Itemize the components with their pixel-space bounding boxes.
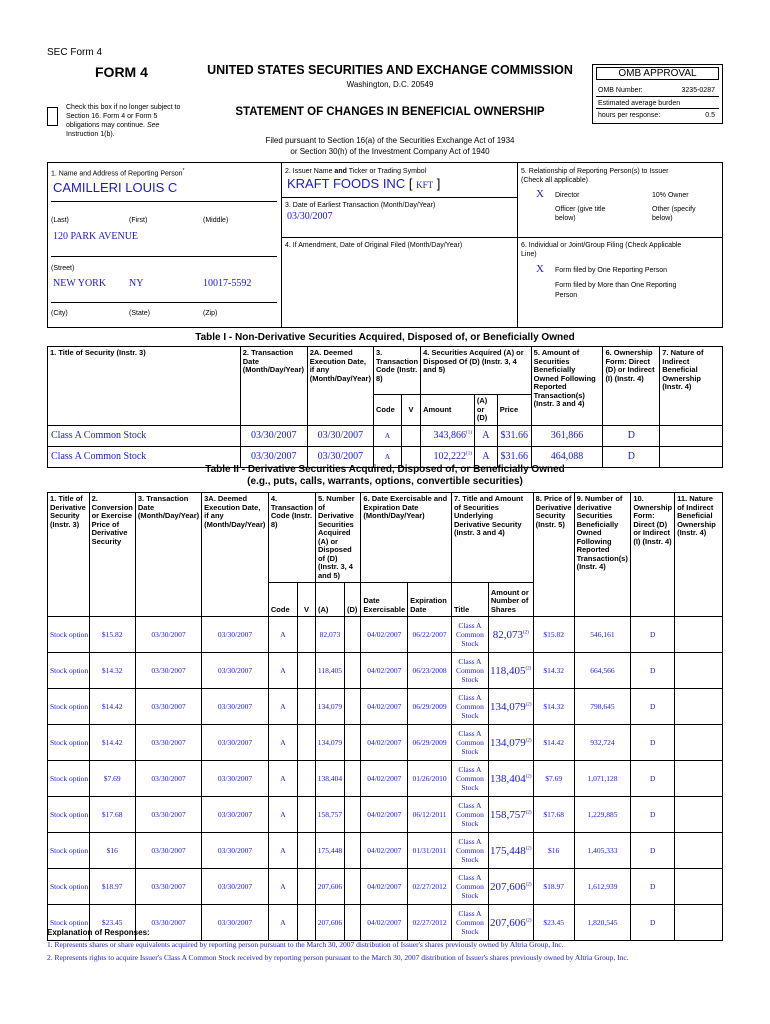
one-person-check[interactable]: X	[536, 263, 544, 275]
t2-code-val: A	[268, 761, 297, 797]
state-value: NY	[129, 278, 144, 289]
t2-shares: 138,404	[489, 772, 526, 785]
street-label: (Street)	[51, 265, 75, 272]
t1-deemed: 03/30/2007	[307, 425, 373, 446]
t1-code-val: A	[373, 446, 401, 467]
t2-security-title: Stock option	[48, 761, 90, 797]
t2-date-ex: Date Exercisable	[361, 583, 408, 617]
t2-owned: 1,612,939	[574, 869, 631, 905]
filed-pursuant-1: Filed pursuant to Section 16(a) of the Securities Exchange Act of 1934	[265, 136, 515, 145]
t2-form: D	[631, 725, 675, 761]
t2-footnote: (2)	[522, 629, 529, 635]
t2-footnote: (2)	[525, 809, 532, 815]
t2-owned: 1,071,128	[574, 761, 631, 797]
t2-h2: 2. Conversion or Exercise Price of Derivative Security	[89, 493, 135, 617]
t2-h11: 11. Nature of Indirect Beneficial Ownership (Instr. 4)	[675, 493, 723, 617]
t2-deemed: 03/30/2007	[202, 761, 269, 797]
t2-security-title: Stock option	[48, 905, 90, 941]
t1-footnote: (1)	[466, 430, 472, 436]
t2-deemed: 03/30/2007	[202, 833, 269, 869]
t1-owned: 361,866	[531, 425, 603, 446]
t2-a-val: 134,079	[315, 725, 344, 761]
t2-ut: Class A Common Stock	[451, 833, 488, 869]
table2	[47, 492, 723, 941]
ticker-open: [	[408, 176, 413, 191]
t2-date: 03/30/2007	[135, 905, 201, 941]
t2-a-val: 138,404	[315, 761, 344, 797]
t1-form: D	[603, 425, 660, 446]
t2-shares-cell	[488, 797, 533, 833]
t1-code-val: A	[373, 425, 401, 446]
t2-shares-cell	[488, 905, 533, 941]
sec-form-label: SEC Form 4	[47, 47, 103, 58]
t2-h3: 3. Transaction Date (Month/Day/Year)	[135, 493, 201, 617]
t2-date: 03/30/2007	[135, 761, 201, 797]
t2-d-val	[344, 689, 360, 725]
t2-owned: 1,405,333	[574, 833, 631, 869]
t2-footnote: (2)	[525, 845, 532, 851]
t2-v-val	[298, 761, 316, 797]
table2-row	[48, 689, 723, 725]
t2-price: $16	[533, 833, 574, 869]
explanation-title: Explanation of Responses:	[47, 928, 150, 937]
t2-amt-shares: Amount or Number of Shares	[488, 583, 533, 617]
t2-price: $15.82	[533, 617, 574, 653]
footnote-2: 2. Represents rights to acquire Issuer's Class A Common Stock received by reporting person pursuant to the March 30, 2007 distribution of Issuer's shares previously owned by Altria Group, Inc.	[47, 953, 629, 962]
t2-title: Title	[451, 583, 488, 617]
t1-h1: 1. Title of Security (Instr. 3)	[48, 347, 241, 426]
t2-security-title: Stock option	[48, 653, 90, 689]
t2-exp-val: 06/29/2009	[408, 689, 452, 725]
t1-aord: (A) or (D)	[474, 395, 497, 426]
t2-code-val: A	[268, 869, 297, 905]
checkbox-text-2: Section 16. Form 4 or Form 5	[66, 113, 158, 120]
t1-security-title: Class A Common Stock	[48, 425, 241, 446]
t1-amount-val: 102,222	[433, 451, 467, 462]
reporter-name: CAMILLERI LOUIS C	[53, 180, 178, 195]
agency-city: Washington, D.C. 20549	[346, 80, 434, 89]
t2-v-val	[298, 833, 316, 869]
t2-d-val	[344, 869, 360, 905]
agency-title: UNITED STATES SECURITIES AND EXCHANGE COMMISSION	[207, 63, 573, 77]
t2-exp-val: 02/27/2012	[408, 869, 452, 905]
t2-footnote: (2)	[525, 701, 532, 707]
t2-form: D	[631, 653, 675, 689]
t2-v-val	[298, 905, 316, 941]
t1-h2: 2. Transaction Date (Month/Day/Year)	[240, 347, 307, 426]
t2-deemed: 03/30/2007	[202, 797, 269, 833]
t2-shares: 134,079	[489, 700, 526, 713]
t2-code-val: A	[268, 725, 297, 761]
t2-deemed: 03/30/2007	[202, 653, 269, 689]
t2-exp-val: 06/23/2008	[408, 653, 452, 689]
t1-amount-val: 343,866	[433, 430, 467, 441]
filing-label-2: Line)	[521, 251, 537, 258]
t2-d: (D)	[344, 583, 360, 617]
t2-security-title: Stock option	[48, 797, 90, 833]
table1	[47, 346, 723, 468]
one-person-label: Form filed by One Reporting Person	[555, 267, 668, 274]
first-label: (First)	[129, 217, 148, 224]
t2-date: 03/30/2007	[135, 797, 201, 833]
t2-price: $17.68	[533, 797, 574, 833]
t1-h5: 5. Amount of Securities Beneficially Owned Following Reported Transaction(s) (Instr. 3 and 4)	[531, 347, 603, 426]
t1-deemed: 03/30/2007	[307, 446, 373, 467]
t2-deemed: 03/30/2007	[202, 689, 269, 725]
table2-title-1: Table II - Derivative Securities Acquired, Disposed of, or Beneficially Owned	[205, 464, 565, 475]
city-value: NEW YORK	[53, 278, 107, 289]
t2-exer: 04/02/2007	[361, 833, 408, 869]
t2-shares-cell	[488, 761, 533, 797]
t2-nature	[675, 689, 723, 725]
t1-price-val: $31.66	[497, 425, 531, 446]
issuer-label-a: 2. Issuer Name	[285, 168, 333, 175]
director-label: Director	[555, 192, 580, 199]
t2-exp-val: 01/31/2011	[408, 833, 452, 869]
t2-a-val: 118,405	[315, 653, 344, 689]
reporter-star: *	[182, 168, 185, 174]
street-value: 120 PARK AVENUE	[53, 231, 139, 242]
t2-ut: Class A Common Stock	[451, 869, 488, 905]
omb-number-label: OMB Number:	[598, 87, 643, 94]
t2-v-val	[298, 725, 316, 761]
t2-a-val: 207,606	[315, 905, 344, 941]
more-person-label-1: Form filed by More than One Reporting	[555, 282, 677, 289]
table2-row	[48, 833, 723, 869]
t1-h4: 4. Securities Acquired (A) or Disposed Of (D) (Instr. 3, 4 and 5)	[421, 347, 532, 395]
t2-ut: Class A Common Stock	[451, 725, 488, 761]
t1-code: Code	[373, 395, 401, 426]
t2-shares: 158,757	[489, 808, 526, 821]
t2-h6: 6. Date Exercisable and Expiration Date (Month/Day/Year)	[361, 493, 452, 583]
t2-code-val: A	[268, 797, 297, 833]
t2-form: D	[631, 869, 675, 905]
t2-nature	[675, 797, 723, 833]
t2-d-val	[344, 653, 360, 689]
reporter-label: 1. Name and Address of Reporting Person	[51, 170, 183, 178]
t2-a-val: 158,757	[315, 797, 344, 833]
t1-price: Price	[497, 395, 531, 426]
t2-ut: Class A Common Stock	[451, 905, 488, 941]
t2-deemed: 03/30/2007	[202, 725, 269, 761]
t2-security-title: Stock option	[48, 689, 90, 725]
t2-shares: 207,606	[489, 916, 526, 929]
t2-ut: Class A Common Stock	[451, 653, 488, 689]
t2-v-val	[298, 653, 316, 689]
t2-shares-cell	[488, 617, 533, 653]
t2-exer: 04/02/2007	[361, 689, 408, 725]
t2-form: D	[631, 833, 675, 869]
t2-deemed: 03/30/2007	[202, 617, 269, 653]
t2-nature	[675, 833, 723, 869]
city-label: (City)	[51, 310, 68, 317]
t2-code-val: A	[268, 689, 297, 725]
t2-price: $18.97	[533, 869, 574, 905]
omb-number: 3235-0287	[681, 87, 715, 94]
t2-form: D	[631, 617, 675, 653]
omb-title: OMB APPROVAL	[596, 67, 719, 80]
omb-burden-label: Estimated average burden	[598, 100, 681, 107]
omb-hours-label: hours per response:	[598, 112, 661, 119]
t2-nature	[675, 761, 723, 797]
t2-footnote: (2)	[525, 881, 532, 887]
footnote-1: 1. Represents shares or share equivalents acquired by reporting person pursuant to the March 30, 2007 distribution of Issuer's shares previously owned by Altria Group, Inc.	[47, 940, 564, 949]
t2-owned: 1,820,545	[574, 905, 631, 941]
t2-owned: 1,229,885	[574, 797, 631, 833]
checkbox-see: See	[146, 122, 160, 129]
t2-conv: $7.69	[89, 761, 135, 797]
t2-exer: 04/02/2007	[361, 617, 408, 653]
t2-exp-val: 06/12/2011	[408, 797, 452, 833]
t1-ad: A	[474, 425, 497, 446]
table2-row	[48, 617, 723, 653]
t2-price: $23.45	[533, 905, 574, 941]
t2-h1: 1. Title of Derivative Security (Instr. 3)	[48, 493, 90, 617]
t2-footnote: (2)	[525, 737, 532, 743]
t2-d-val	[344, 905, 360, 941]
t2-form: D	[631, 797, 675, 833]
t2-form: D	[631, 761, 675, 797]
relationship-label: 5. Relationship of Reporting Person(s) to Issuer	[521, 168, 669, 175]
t2-date: 03/30/2007	[135, 617, 201, 653]
state-label: (State)	[129, 310, 151, 317]
date-earliest: 03/30/2007	[287, 211, 333, 222]
t2-v: V	[298, 583, 316, 617]
t2-code-val: A	[268, 833, 297, 869]
t2-ut: Class A Common Stock	[451, 761, 488, 797]
t1-date: 03/30/2007	[240, 425, 307, 446]
t2-date: 03/30/2007	[135, 833, 201, 869]
t2-security-title: Stock option	[48, 833, 90, 869]
t2-d-val	[344, 833, 360, 869]
t2-nature	[675, 905, 723, 941]
t2-shares: 207,606	[489, 880, 526, 893]
other-label-2: below)	[652, 215, 673, 222]
t2-nature	[675, 653, 723, 689]
issuer-label-c: Ticker or Trading Symbol	[348, 168, 427, 175]
t2-shares-cell	[488, 653, 533, 689]
table2-row	[48, 725, 723, 761]
t2-date: 03/30/2007	[135, 725, 201, 761]
t1-nature	[660, 425, 723, 446]
amendment-label: 4. If Amendment, Date of Original Filed (Month/Day/Year)	[285, 242, 463, 249]
t2-shares: 175,448	[489, 844, 526, 857]
t2-conv: $18.97	[89, 869, 135, 905]
t2-exp-val: 01/26/2010	[408, 761, 452, 797]
table2-title	[47, 464, 723, 488]
zip-label: (Zip)	[203, 310, 218, 317]
t1-v: V	[402, 395, 421, 426]
t2-form: D	[631, 689, 675, 725]
table2-title-2: (e.g., puts, calls, warrants, options, convertible securities)	[247, 476, 523, 487]
t2-shares-cell	[488, 689, 533, 725]
statement-title: STATEMENT OF CHANGES IN BENEFICIAL OWNERSHIP	[235, 106, 545, 118]
t2-a: (A)	[315, 583, 344, 617]
t2-conv: $14.42	[89, 725, 135, 761]
t2-owned: 546,161	[574, 617, 631, 653]
t1-footnote: (1)	[466, 451, 472, 457]
director-check[interactable]: X	[536, 188, 544, 200]
ten-pct-label: 10% Owner	[652, 192, 689, 199]
t2-exer: 04/02/2007	[361, 797, 408, 833]
t2-shares: 134,079	[489, 736, 526, 749]
t2-price: $14.42	[533, 725, 574, 761]
table2-row	[48, 761, 723, 797]
t2-code: Code	[268, 583, 297, 617]
filed-pursuant-2: or Section 30(h) of the Investment Company Act of 1940	[290, 147, 490, 156]
officer-label-2: below)	[555, 215, 576, 222]
last-label: (Last)	[51, 217, 69, 224]
t2-code-val: A	[268, 653, 297, 689]
t2-code-val: A	[268, 905, 297, 941]
t2-exer: 04/02/2007	[361, 653, 408, 689]
t2-exer: 04/02/2007	[361, 725, 408, 761]
checkbox-text-3: obligations may continue.	[66, 122, 145, 129]
t2-price: $7.69	[533, 761, 574, 797]
t2-shares-cell	[488, 869, 533, 905]
t1-price-val: $31.66	[497, 446, 531, 467]
t2-price: $14.32	[533, 689, 574, 725]
t1-h2a: 2A. Deemed Execution Date, if any (Month/Day/Year)	[307, 347, 373, 426]
t2-nature	[675, 725, 723, 761]
t1-h6: 6. Ownership Form: Direct (D) or Indirect (I) (Instr. 4)	[603, 347, 660, 426]
t2-a-val: 207,606	[315, 869, 344, 905]
t1-amount-cell	[421, 425, 475, 446]
t2-date: 03/30/2007	[135, 869, 201, 905]
t2-footnote: (2)	[525, 917, 532, 923]
other-label-1: Other (specify	[652, 206, 696, 213]
table2-row	[48, 797, 723, 833]
issuer-label-and: and	[334, 168, 347, 175]
t2-ut: Class A Common Stock	[451, 689, 488, 725]
t2-exp-val: 02/27/2012	[408, 905, 452, 941]
table1-row	[48, 425, 723, 446]
t2-v-val	[298, 869, 316, 905]
t2-deemed: 03/30/2007	[202, 905, 269, 941]
date-earliest-label: 3. Date of Earliest Transaction (Month/Day/Year)	[285, 202, 436, 209]
t2-conv: $23.45	[89, 905, 135, 941]
t2-exp-val: 06/22/2007	[408, 617, 452, 653]
t2-exp-val: 06/29/2009	[408, 725, 452, 761]
t2-ut: Class A Common Stock	[451, 617, 488, 653]
t2-d-val	[344, 725, 360, 761]
t2-exp: Expiration Date	[408, 583, 452, 617]
t2-conv: $16	[89, 833, 135, 869]
t1-h7: 7. Nature of Indirect Beneficial Ownership (Instr. 4)	[660, 347, 723, 426]
no-longer-subject-checkbox[interactable]	[47, 107, 58, 126]
t2-shares-cell	[488, 833, 533, 869]
t1-form: D	[603, 446, 660, 467]
issuer-name: KRAFT FOODS INC	[287, 176, 406, 191]
table2-row	[48, 653, 723, 689]
t2-deemed: 03/30/2007	[202, 869, 269, 905]
t1-owned: 464,088	[531, 446, 603, 467]
t2-footnote: (2)	[525, 665, 532, 671]
t1-security-title: Class A Common Stock	[48, 446, 241, 467]
t2-v-val	[298, 797, 316, 833]
t1-v-val	[402, 425, 421, 446]
ticker-close: ]	[436, 176, 441, 191]
t2-a-val: 134,079	[315, 689, 344, 725]
t2-a-val: 175,448	[315, 833, 344, 869]
t2-v-val	[298, 617, 316, 653]
filing-label: 6. Individual or Joint/Group Filing (Check Applicable	[521, 242, 682, 249]
t2-shares: 82,073	[492, 628, 523, 641]
t2-h3a: 3A. Deemed Execution Date, if any (Month/Day/Year)	[202, 493, 269, 617]
table2-row	[48, 869, 723, 905]
zip-value: 10017-5592	[203, 278, 252, 289]
t2-v-val	[298, 689, 316, 725]
t2-exer: 04/02/2007	[361, 761, 408, 797]
t2-d-val	[344, 761, 360, 797]
checkbox-text-1: Check this box if no longer subject to	[66, 104, 181, 111]
officer-label-1: Officer (give title	[555, 206, 606, 213]
t1-h3: 3. Transaction Code (Instr. 8)	[373, 347, 420, 395]
t2-code-val: A	[268, 617, 297, 653]
t2-security-title: Stock option	[48, 725, 90, 761]
t1-amount: Amount	[421, 395, 475, 426]
t2-h9: 9. Number of derivative Securities Beneficially Owned Following Reported Transaction(s) (Instr. 4)	[574, 493, 631, 617]
t2-a-val: 82,073	[315, 617, 344, 653]
t2-footnote: (2)	[525, 773, 532, 779]
t2-security-title: Stock option	[48, 617, 90, 653]
t2-security-title: Stock option	[48, 869, 90, 905]
t2-shares-cell	[488, 725, 533, 761]
t2-conv: $17.68	[89, 797, 135, 833]
t2-conv: $15.82	[89, 617, 135, 653]
ticker: KFT	[416, 180, 434, 190]
t2-h4: 4. Transaction Code (Instr. 8)	[268, 493, 315, 583]
t2-owned: 664,566	[574, 653, 631, 689]
t2-d-val	[344, 797, 360, 833]
t2-price: $14.32	[533, 653, 574, 689]
t1-date: 03/30/2007	[240, 446, 307, 467]
t2-date: 03/30/2007	[135, 653, 201, 689]
t2-d-val	[344, 617, 360, 653]
checkbox-text-4: Instruction 1(b).	[66, 131, 115, 138]
t2-date: 03/30/2007	[135, 689, 201, 725]
middle-label: (Middle)	[203, 217, 229, 224]
t2-h7: 7. Title and Amount of Securities Underlying Derivative Security (Instr. 3 and 4)	[451, 493, 533, 583]
t2-ut: Class A Common Stock	[451, 797, 488, 833]
t2-conv: $14.32	[89, 653, 135, 689]
relationship-sub: (Check all applicable)	[521, 177, 588, 184]
omb-hours: 0.5	[705, 112, 715, 119]
t2-owned: 798,645	[574, 689, 631, 725]
t2-h5: 5. Number of Derivative Securities Acquired (A) or Disposed of (D) (Instr. 3, 4 and 5)	[315, 493, 360, 583]
t2-owned: 932,724	[574, 725, 631, 761]
t2-shares: 118,405	[490, 664, 526, 677]
more-person-label-2: Person	[555, 292, 578, 299]
t2-exer: 04/02/2007	[361, 905, 408, 941]
t2-form: D	[631, 905, 675, 941]
t1-ad: A	[474, 446, 497, 467]
t2-h10: 10. Ownership Form: Direct (D) or Indirect (I) (Instr. 4)	[631, 493, 675, 617]
t2-nature	[675, 617, 723, 653]
t2-h8: 8. Price of Derivative Security (Instr. 5)	[533, 493, 574, 617]
form-title: FORM 4	[95, 64, 148, 80]
table1-title: Table I - Non-Derivative Securities Acquired, Disposed of, or Beneficially Owned	[195, 332, 575, 343]
t2-conv: $14.42	[89, 689, 135, 725]
t2-exer: 04/02/2007	[361, 869, 408, 905]
t2-nature	[675, 869, 723, 905]
